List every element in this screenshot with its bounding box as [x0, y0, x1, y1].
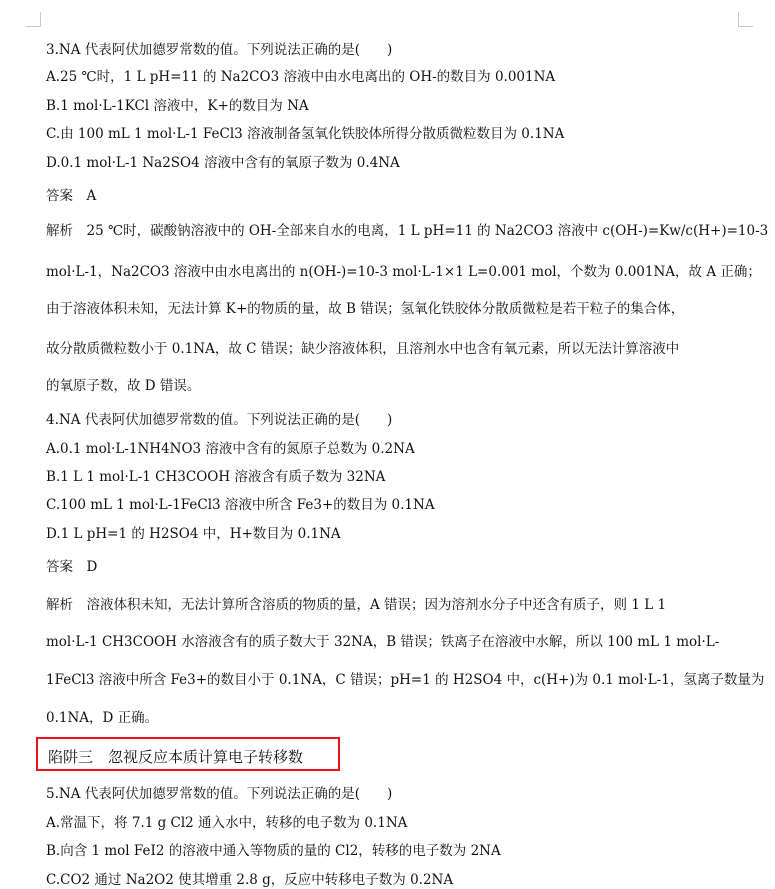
- q4-analysis-line2: mol·L-1 CH3COOH 水溶液含有的质子数大于 32NA，B 错误；铁离子在溶液中水解，所以 100 mL 1 mol·L-: [46, 634, 720, 650]
- crop-mark-top-right: [738, 12, 753, 27]
- crop-mark-top-left: [26, 12, 41, 27]
- q4-option-d: D.1 L pH=1 的 H2SO4 中，H+数目为 0.1NA: [46, 526, 341, 542]
- q5-option-b: B.向含 1 mol FeI2 的溶液中通入等物质的量的 Cl2，转移的电子数为 2NA: [46, 843, 501, 859]
- q3-analysis-line3: 由于溶液体积未知，无法计算 K+的物质的量，故 B 错误；氢氧化铁胶体分散质微粒是若干粒子的集合体，: [46, 301, 685, 317]
- q4-option-c: C.100 mL 1 mol·L-1FeCl3 溶液中所含 Fe3+的数目为 0.1NA: [46, 497, 435, 513]
- q3-option-d: D.0.1 mol·L-1 Na2SO4 溶液中含有的氧原子数为 0.4NA: [46, 155, 400, 171]
- q3-analysis-line4: 故分散质微粒数小于 0.1NA，故 C 错误；缺少溶液体积，且溶剂水中也含有氧元素，所以无法计算溶液中: [46, 341, 680, 357]
- q4-analysis-line3: 1FeCl3 溶液中所含 Fe3+的数目小于 0.1NA，C 错误；pH=1 的 H2SO4 中，c(H+)为 0.1 mol·L-1，氢离子数量为: [46, 672, 765, 688]
- q3-option-b: B.1 mol·L-1KCl 溶液中，K+的数目为 NA: [46, 98, 309, 114]
- q4-analysis-line4: 0.1NA，D 正确。: [46, 710, 159, 726]
- q4-stem: 4.NA 代表阿伏加德罗常数的值。下列说法正确的是( ): [46, 412, 393, 428]
- q5-stem: 5.NA 代表阿伏加德罗常数的值。下列说法正确的是( ): [46, 786, 393, 802]
- q5-option-c-partial: C.CO2 通过 Na2O2 使其增重 2.8 g，反应中转移电子数为 0.2NA: [46, 872, 454, 888]
- q5-option-a: A.常温下，将 7.1 g Cl2 通入水中，转移的电子数为 0.1NA: [46, 815, 408, 831]
- q4-option-b: B.1 L 1 mol·L-1 CH3COOH 溶液含有质子数为 32NA: [46, 469, 386, 485]
- q3-analysis-line1: 解析 25 ℃时，碳酸钠溶液中的 OH-全部来自水的电离，1 L pH=11 的 Na2CO3 溶液中 c(OH-)=Kw/c(H+)=10-3: [46, 223, 769, 239]
- q3-analysis-line5: 的氧原子数，故 D 错误。: [46, 378, 201, 394]
- q3-option-a: A.25 ℃时，1 L pH=11 的 Na2CO3 溶液中由水电离出的 OH-的数目为 0.001NA: [46, 69, 556, 85]
- q3-stem: 3.NA 代表阿伏加德罗常数的值。下列说法正确的是( ): [46, 42, 393, 58]
- q3-option-c: C.由 100 mL 1 mol·L-1 FeCl3 溶液制备氢氧化铁胶体所得分散质微粒数目为 0.1NA: [46, 126, 565, 142]
- q4-analysis-line1: 解析 溶液体积未知，无法计算所含溶质的物质的量，A 错误；因为溶剂水分子中还含有质子，则 1 L 1: [46, 597, 667, 613]
- q3-analysis-line2: mol·L-1，Na2CO3 溶液中由水电离出的 n(OH-)=10-3 mol·L-1×1 L=0.001 mol，个数为 0.001NA，故 A 正确；: [46, 264, 761, 280]
- q3-answer: 答案 A: [46, 188, 97, 204]
- trap-heading: 陷阱三 忽视反应本质计算电子转移数: [48, 748, 304, 766]
- q4-option-a: A.0.1 mol·L-1NH4NO3 溶液中含有的氮原子总数为 0.2NA: [46, 441, 415, 457]
- q4-answer: 答案 D: [46, 559, 98, 575]
- trap-heading-box: [36, 737, 340, 771]
